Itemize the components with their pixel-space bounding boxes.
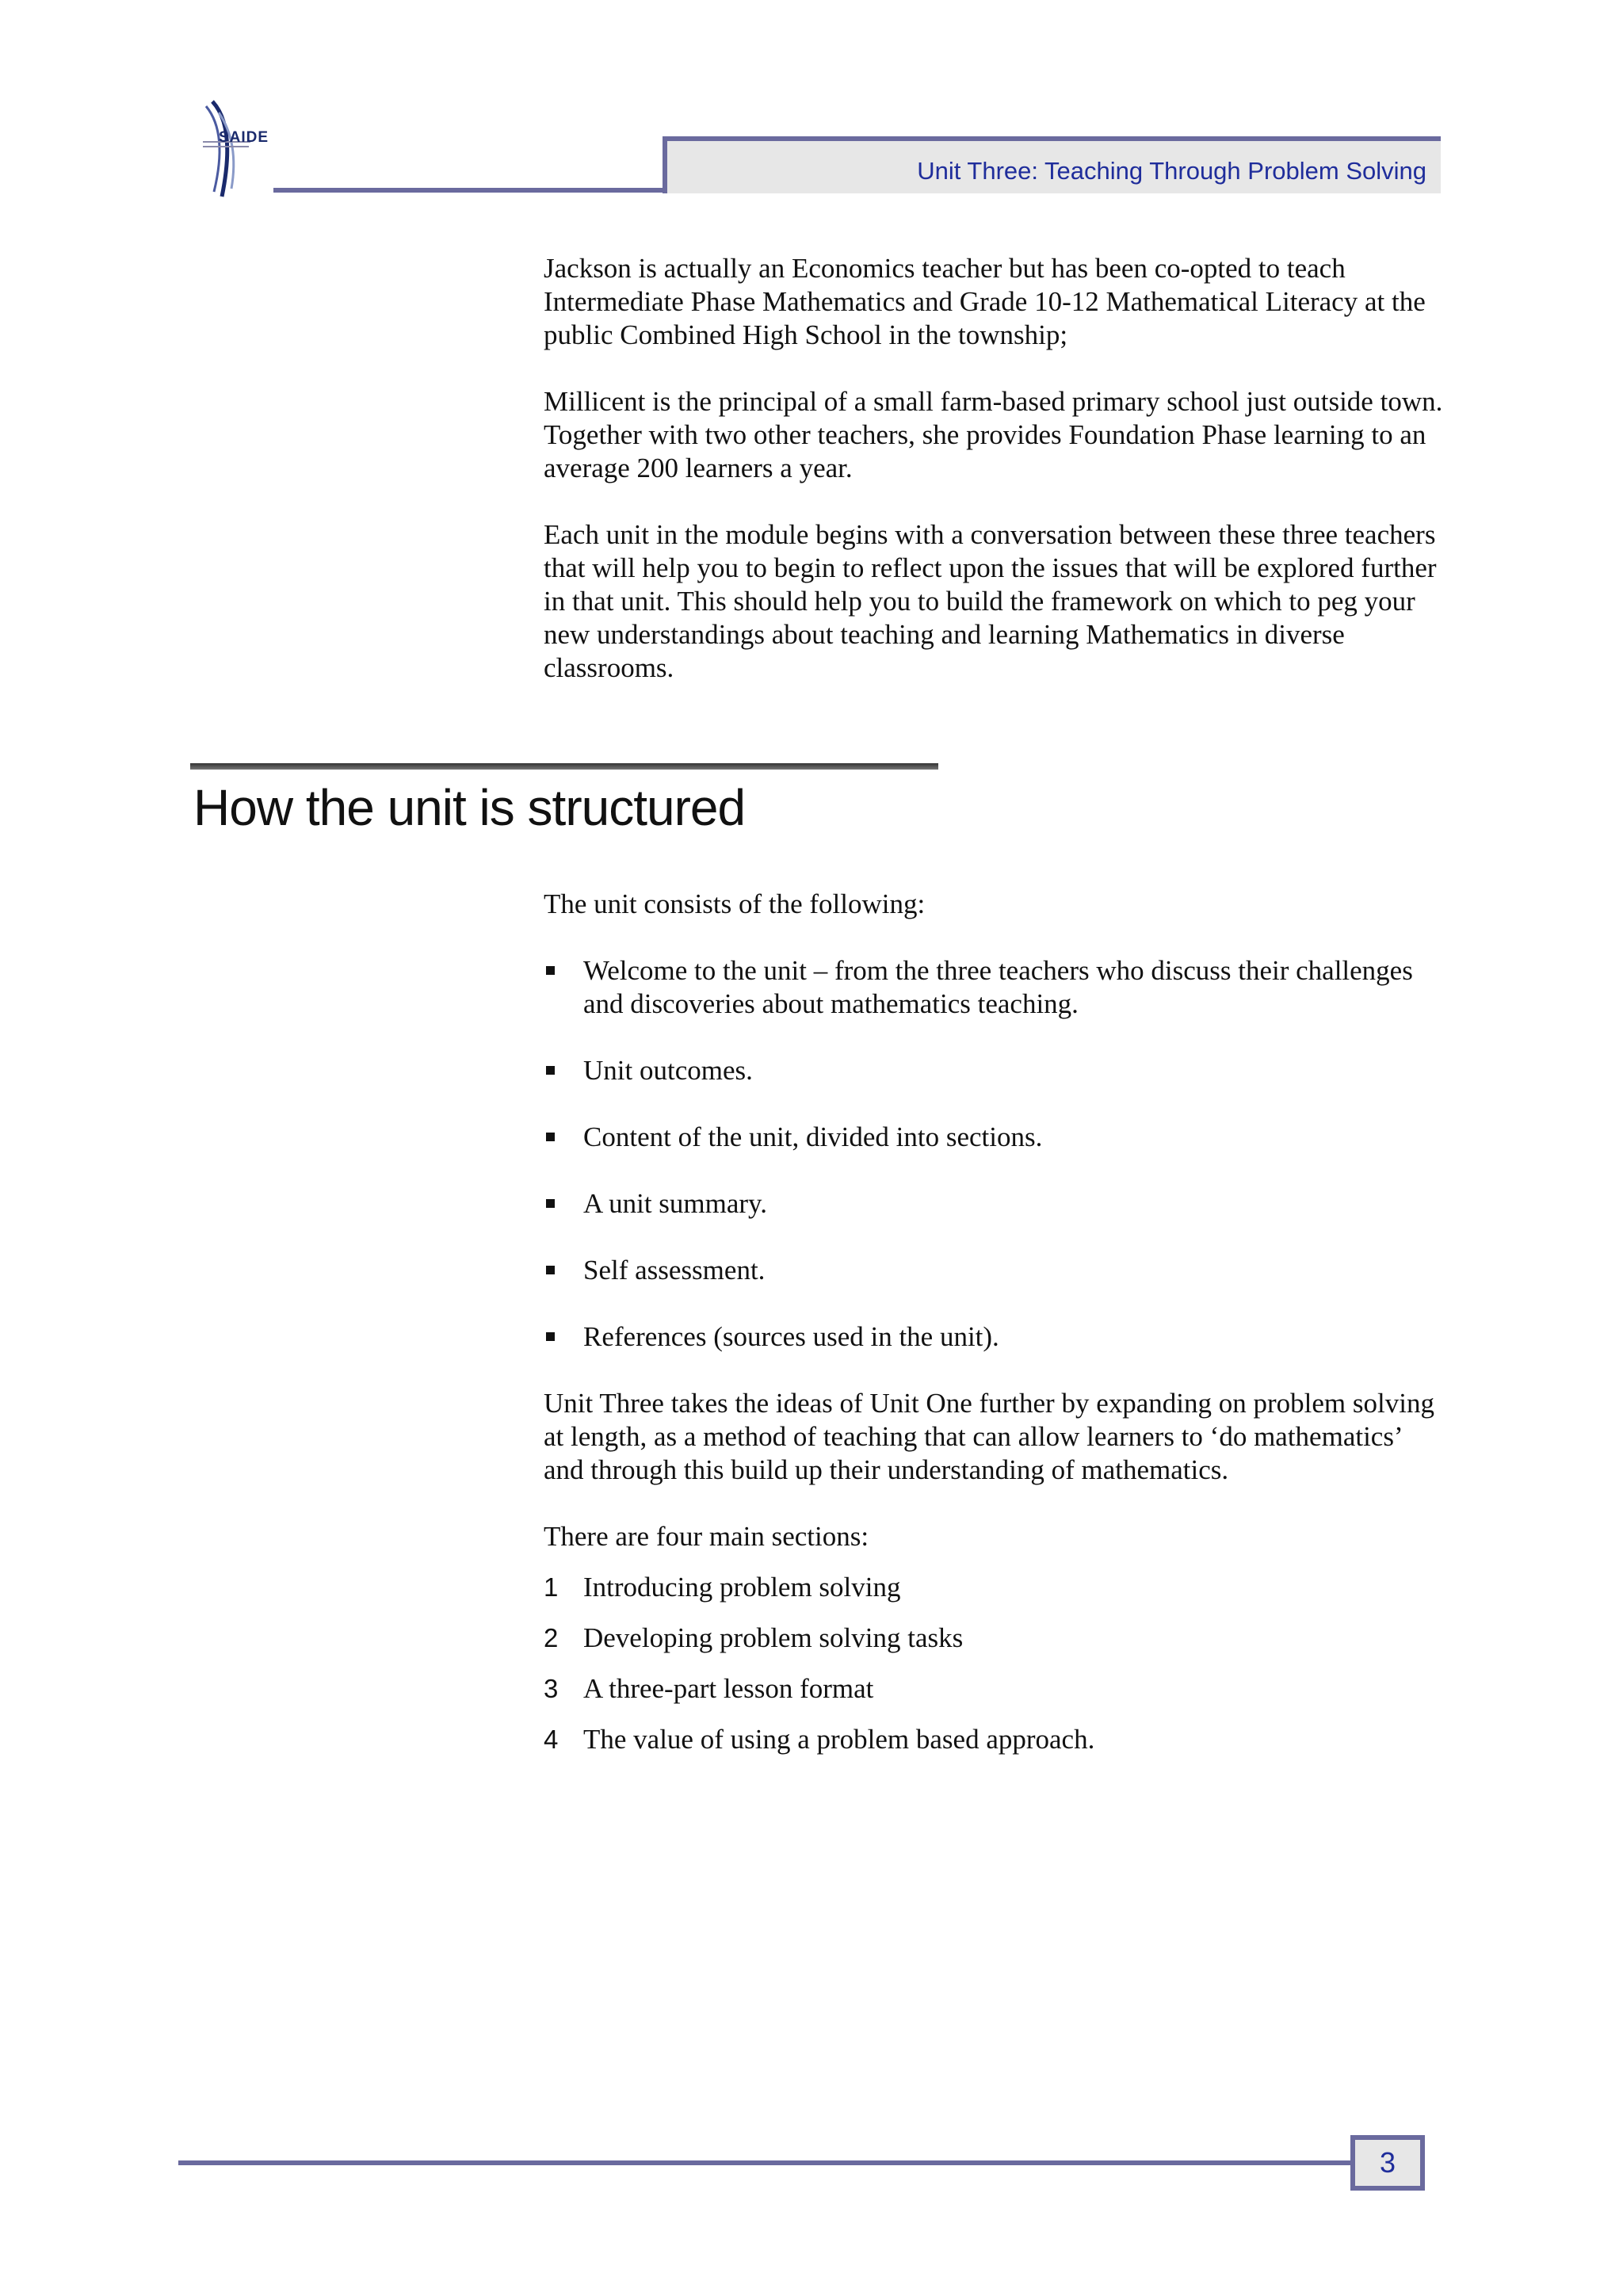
section-item [544, 1723, 1447, 1756]
list-item: Content of the unit, divided into sections. [544, 1121, 1447, 1154]
section-number: 4 [544, 1725, 559, 1754]
section-number: 2 [544, 1623, 559, 1652]
running-header [663, 136, 1441, 193]
section-heading: How the unit is structured [193, 779, 746, 836]
page-number-box [1350, 2135, 1425, 2191]
paragraph-jackson: Jackson is actually an Economics teacher but has been co-opted to teach Intermediate Phase Mathematics and Grade 10-12 Mathematical Literacy at the public Combined High School in the township; [544, 253, 1426, 350]
heading-rule [190, 763, 938, 770]
section-item [544, 1672, 1447, 1706]
unit-summary-paragraph: Unit Three takes the ideas of Unit One further by expanding on problem solving at length, as a method of teaching that can allow learners to ‘do mathematics’ and through this build up their understanding of mathematics. [544, 1388, 1434, 1485]
page-number: 3 [1379, 2146, 1396, 2179]
section-title: Developing problem solving tasks [583, 1622, 964, 1653]
list-item: Self assessment. [544, 1254, 1447, 1287]
section-title: The value of using a problem based approach. [583, 1724, 1095, 1755]
header-rule [273, 188, 670, 193]
section-number: 3 [544, 1674, 559, 1703]
sections-lead: There are four main sections: [544, 1521, 869, 1552]
footer-rule [178, 2160, 1359, 2165]
section-title: A three-part lesson format [583, 1673, 874, 1704]
list-item: Unit outcomes. [544, 1054, 1447, 1087]
list-item: Welcome to the unit – from the three teachers who discuss their challenges and discoveries about mathematics teaching. [544, 954, 1447, 1021]
structure-list [544, 954, 1447, 1354]
section-item [544, 1571, 1447, 1604]
header-title: Unit Three: Teaching Through Problem Solving [917, 157, 1426, 185]
section-title: Introducing problem solving [583, 1572, 901, 1603]
sections-list [544, 1571, 1447, 1756]
list-item: A unit summary. [544, 1187, 1447, 1221]
list-item: References (sources used in the unit). [544, 1320, 1447, 1354]
logo-text: SAIDE [219, 129, 269, 146]
section-lead: The unit consists of the following: [544, 888, 926, 919]
intro-text [544, 252, 1447, 685]
logo-arcs-icon [190, 95, 277, 206]
saide-logo [190, 95, 277, 206]
paragraph-millicent: Millicent is the principal of a small farm-based primary school just outside town. Together with two other teachers, she provides Foundation Phase learning to an average 200 learners a year. [544, 386, 1443, 483]
section-item [544, 1622, 1447, 1655]
section-number: 1 [544, 1572, 559, 1602]
section-content [544, 888, 1447, 1756]
paragraph-unit-conversation: Each unit in the module begins with a conversation between these three teachers that will help you to begin to reflect upon the issues that will be explored further in that unit. This should help you to build the framework on which to peg your new understandings about teaching and learning Mathematics in diverse classrooms. [544, 519, 1437, 683]
